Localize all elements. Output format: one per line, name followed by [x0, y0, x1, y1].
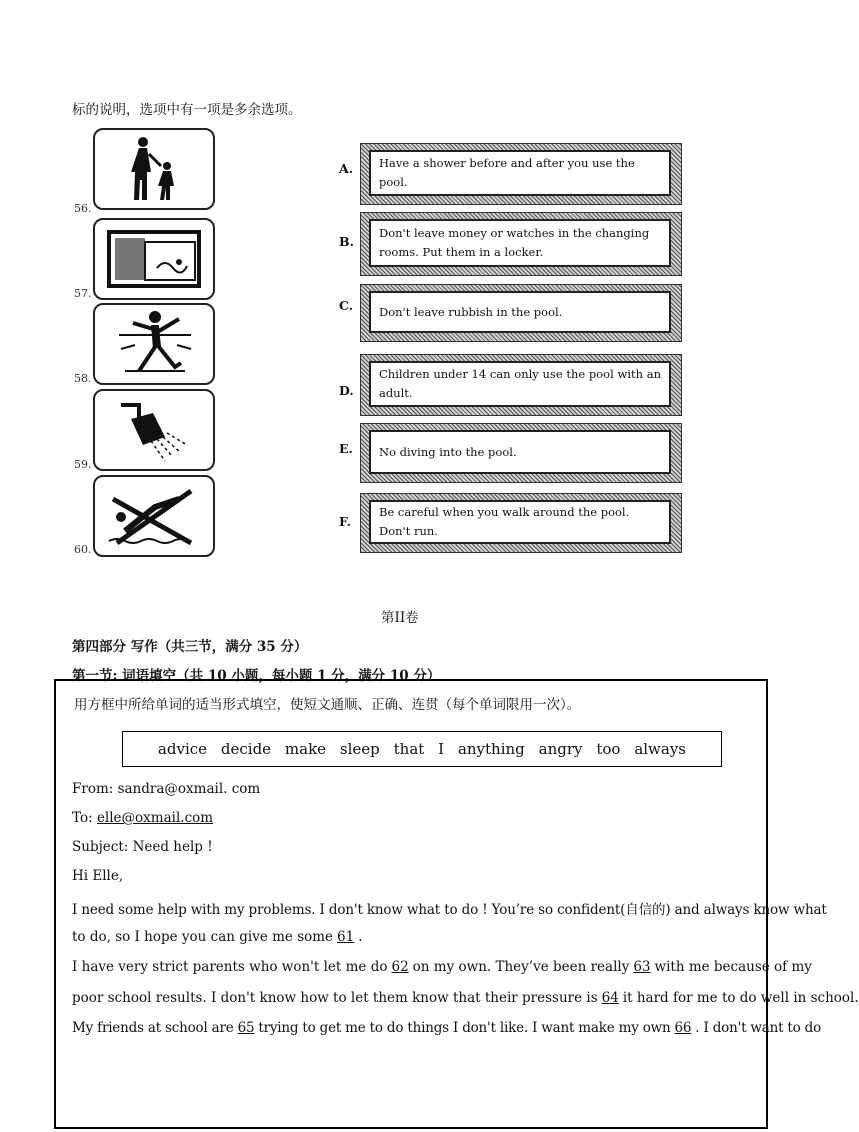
- word-bank-item: decide: [220, 740, 272, 758]
- question-number: 57.: [74, 287, 92, 300]
- paragraph-line: [72, 1020, 821, 1036]
- email-from-line: [72, 781, 260, 797]
- intro-text: 标的说明，选项中有一项是多余选项。: [72, 102, 302, 118]
- text-span: . I don't want to do: [695, 1020, 822, 1036]
- pictogram-58: [93, 303, 215, 385]
- paragraph-line: [72, 990, 859, 1006]
- text-span: .: [358, 929, 363, 945]
- blank-63: 63: [633, 959, 651, 975]
- blank-61: 61: [337, 929, 355, 945]
- sign-text: Have a shower before and after you use the pool.: [369, 150, 671, 196]
- word-bank-item: always: [634, 740, 687, 758]
- section4-title: 第四部分 写作（共三节，满分 35 分）: [72, 639, 308, 655]
- word-bank: [122, 731, 722, 767]
- sign-text: Don't leave money or watches in the changing rooms. Put them in a locker.: [369, 219, 671, 267]
- sign-text: No diving into the pool.: [369, 430, 671, 474]
- pictogram-59: [93, 389, 215, 471]
- from-label: From:: [72, 781, 118, 797]
- word-bank-item: I: [438, 740, 445, 758]
- text-span: on my own. They’ve been really: [412, 959, 630, 975]
- text-span: it hard for me to do well in school.: [622, 990, 859, 1006]
- sign-text: Children under 14 can only use the pool with an adult.: [369, 361, 671, 407]
- email-to-line: [72, 810, 213, 826]
- from-address: sandra@oxmail. com: [117, 781, 261, 797]
- part-title: 第II卷: [381, 610, 419, 626]
- adult-with-child-icon: [95, 130, 213, 208]
- word-bank-item: sleep: [339, 740, 380, 758]
- text-span: to do, so I hope you can give me some: [72, 929, 334, 945]
- option-letter: E.: [339, 441, 353, 456]
- sign-a: [360, 143, 682, 205]
- section1-title: 第一节: 词语填空（共 10 小题，每小题 1 分，满分 10 分）: [72, 668, 441, 684]
- instruction-text: 用方框中所给单词的适当形式填空，使短文通顺、正确、连贯（每个单词限用一次）。: [74, 697, 581, 713]
- question-number: 59.: [74, 458, 92, 471]
- blank-66: 66: [674, 1020, 692, 1036]
- shower-icon: [95, 391, 213, 469]
- sign-d: [360, 354, 682, 416]
- blank-62: 62: [391, 959, 409, 975]
- option-letter: F.: [339, 514, 351, 529]
- option-letter: C.: [339, 298, 354, 313]
- option-letter: B.: [339, 234, 354, 249]
- sign-text: Don't leave rubbish in the pool.: [369, 291, 671, 333]
- email-greeting: Hi Elle,: [72, 868, 124, 884]
- question-number: 60.: [74, 543, 92, 556]
- text-span: with me because of my: [654, 959, 812, 975]
- paragraph-line: I need some help with my problems. I don't know what to do ! You’re so confident(自信的) and always know what: [72, 902, 827, 918]
- text-span: I have very strict parents who won't let me do: [72, 959, 388, 975]
- blank-64: 64: [601, 990, 619, 1006]
- pictogram-57: [93, 218, 215, 300]
- question-number: 58.: [74, 372, 92, 385]
- option-letter: A.: [339, 161, 354, 176]
- text-span: poor school results. I don't know how to let them know that their pressure is: [72, 990, 598, 1006]
- blank-65: 65: [237, 1020, 255, 1036]
- sign-b: [360, 212, 682, 276]
- pictogram-60: [93, 475, 215, 557]
- word-bank-item: advice: [157, 740, 208, 758]
- pictogram-56: [93, 128, 215, 210]
- word-bank-item: make: [284, 740, 327, 758]
- sign-c: [360, 284, 682, 342]
- option-letter: D.: [339, 383, 354, 398]
- to-label: To:: [72, 810, 97, 826]
- sign-text: Be careful when you walk around the pool. Don't run.: [369, 500, 671, 544]
- text-span: trying to get me to do things I don't like. I want make my own: [258, 1020, 671, 1036]
- word-bank-item: too: [596, 740, 621, 758]
- word-bank-item: angry: [538, 740, 583, 758]
- question-number: 56.: [74, 202, 92, 215]
- running-figure-icon: [95, 305, 213, 383]
- text-span: My friends at school are: [72, 1020, 234, 1036]
- email-subject: Subject: Need help !: [72, 839, 213, 855]
- sign-f: [360, 493, 682, 553]
- word-bank-item: anything: [457, 740, 525, 758]
- sign-e: [360, 423, 682, 483]
- paragraph-line: [72, 929, 363, 945]
- to-address-link[interactable]: elle@oxmail.com: [96, 810, 214, 826]
- paragraph-line: [72, 959, 812, 975]
- no-diving-icon: [95, 477, 213, 555]
- word-bank-item: that: [393, 740, 425, 758]
- locker-icon: [95, 220, 213, 298]
